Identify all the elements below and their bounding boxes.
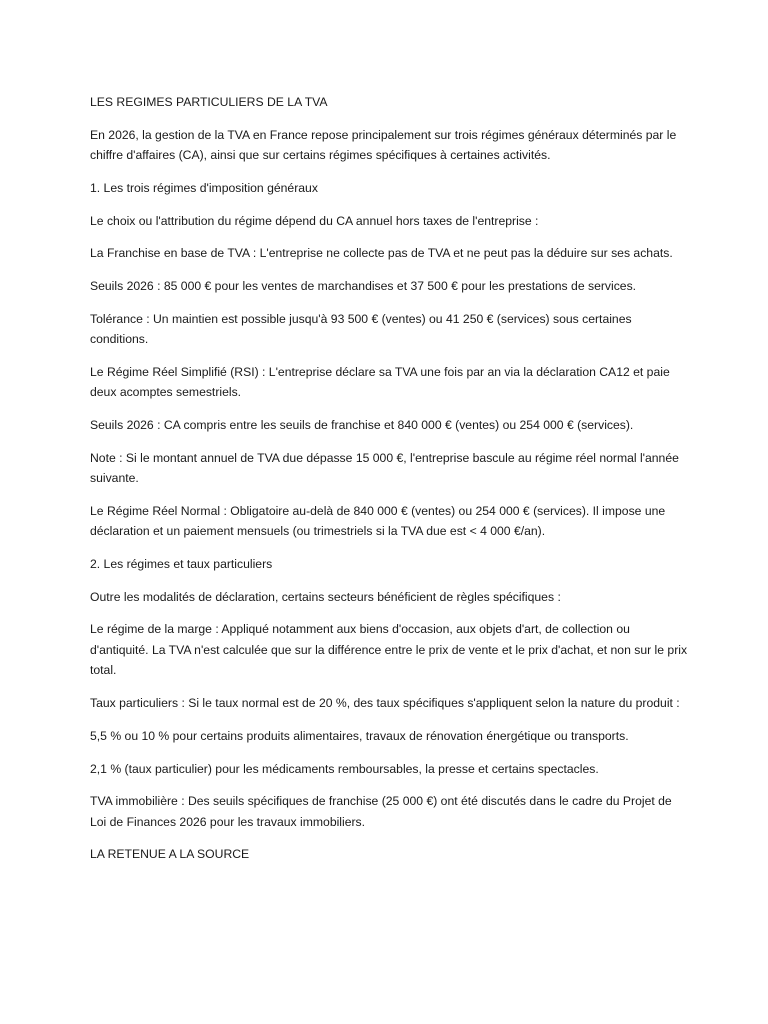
paragraph-intro: En 2026, la gestion de la TVA en France repose principalement sur trois régimes généraux déterminés par le chiffre d'affaires (CA), ainsi que sur certains régimes spécifiques à certaines activités. [90,127,677,163]
paragraph: Note : Si le montant annuel de TVA due dépasse 15 000 €, l'entreprise bascule au régime réel normal l'année suivante. [90,450,679,486]
paragraph: TVA immobilière : Des seuils spécifiques de franchise (25 000 €) ont été discutés dans le cadre du Projet de Loi de Finances 2026 pour les travaux immobiliers. [90,794,672,829]
section-heading-2: 2. Les régimes et taux particuliers [90,557,273,572]
section-heading-1: 1. Les trois régimes d'imposition généraux [90,180,318,195]
paragraph: Le régime de la marge : Appliqué notamment aux biens d'occasion, aux objets d'art, de collection ou d'antiquité. La TVA n'est calculée que sur la différence entre le prix de vente et le prix d'achat, et non sur le prix total. [90,622,688,678]
section-heading-3: LA RETENUE A LA SOURCE [90,847,250,862]
paragraph: La Franchise en base de TVA : L'entreprise ne collecte pas de TVA et ne peut pas la déduire sur ses achats. [90,246,673,261]
paragraph: Le Régime Réel Simplifié (RSI) : L'entreprise déclare sa TVA une fois par an via la déclaration CA12 et paie deux acomptes semestriels. [90,364,670,400]
paragraph: Seuils 2026 : CA compris entre les seuils de franchise et 840 000 € (ventes) ou 254 000 € (services). [90,418,634,432]
paragraph: Outre les modalités de déclaration, certains secteurs bénéficient de règles spécifiques : [90,589,561,604]
paragraph: Tolérance : Un maintien est possible jusqu'à 93 500 € (ventes) ou 41 250 € (services) sous certaines conditions. [90,311,632,347]
paragraph: 2,1 % (taux particulier) pour les médicaments remboursables, la presse et certains spectacles. [90,761,599,776]
paragraph: Le choix ou l'attribution du régime dépend du CA annuel hors taxes de l'entreprise : [90,213,539,228]
paragraph: Taux particuliers : Si le taux normal est de 20 %, des taux spécifiques s'appliquent selon la nature du produit : [90,696,680,711]
paragraph: Seuils 2026 : 85 000 € pour les ventes de marchandises et 37 500 € pour les prestations de services. [90,278,637,293]
document-title: LES REGIMES PARTICULIERS DE LA TVA [90,95,328,109]
paragraph: Le Régime Réel Normal : Obligatoire au-delà de 840 000 € (ventes) ou 254 000 € (services). Il impose une déclaration et un paiement mensuels (ou trimestriels si la TVA due est < 4 000 €/an). [90,503,666,539]
paragraph: 5,5 % ou 10 % pour certains produits alimentaires, travaux de rénovation énergétique ou transports. [90,728,629,743]
document-page [90,92,690,877]
